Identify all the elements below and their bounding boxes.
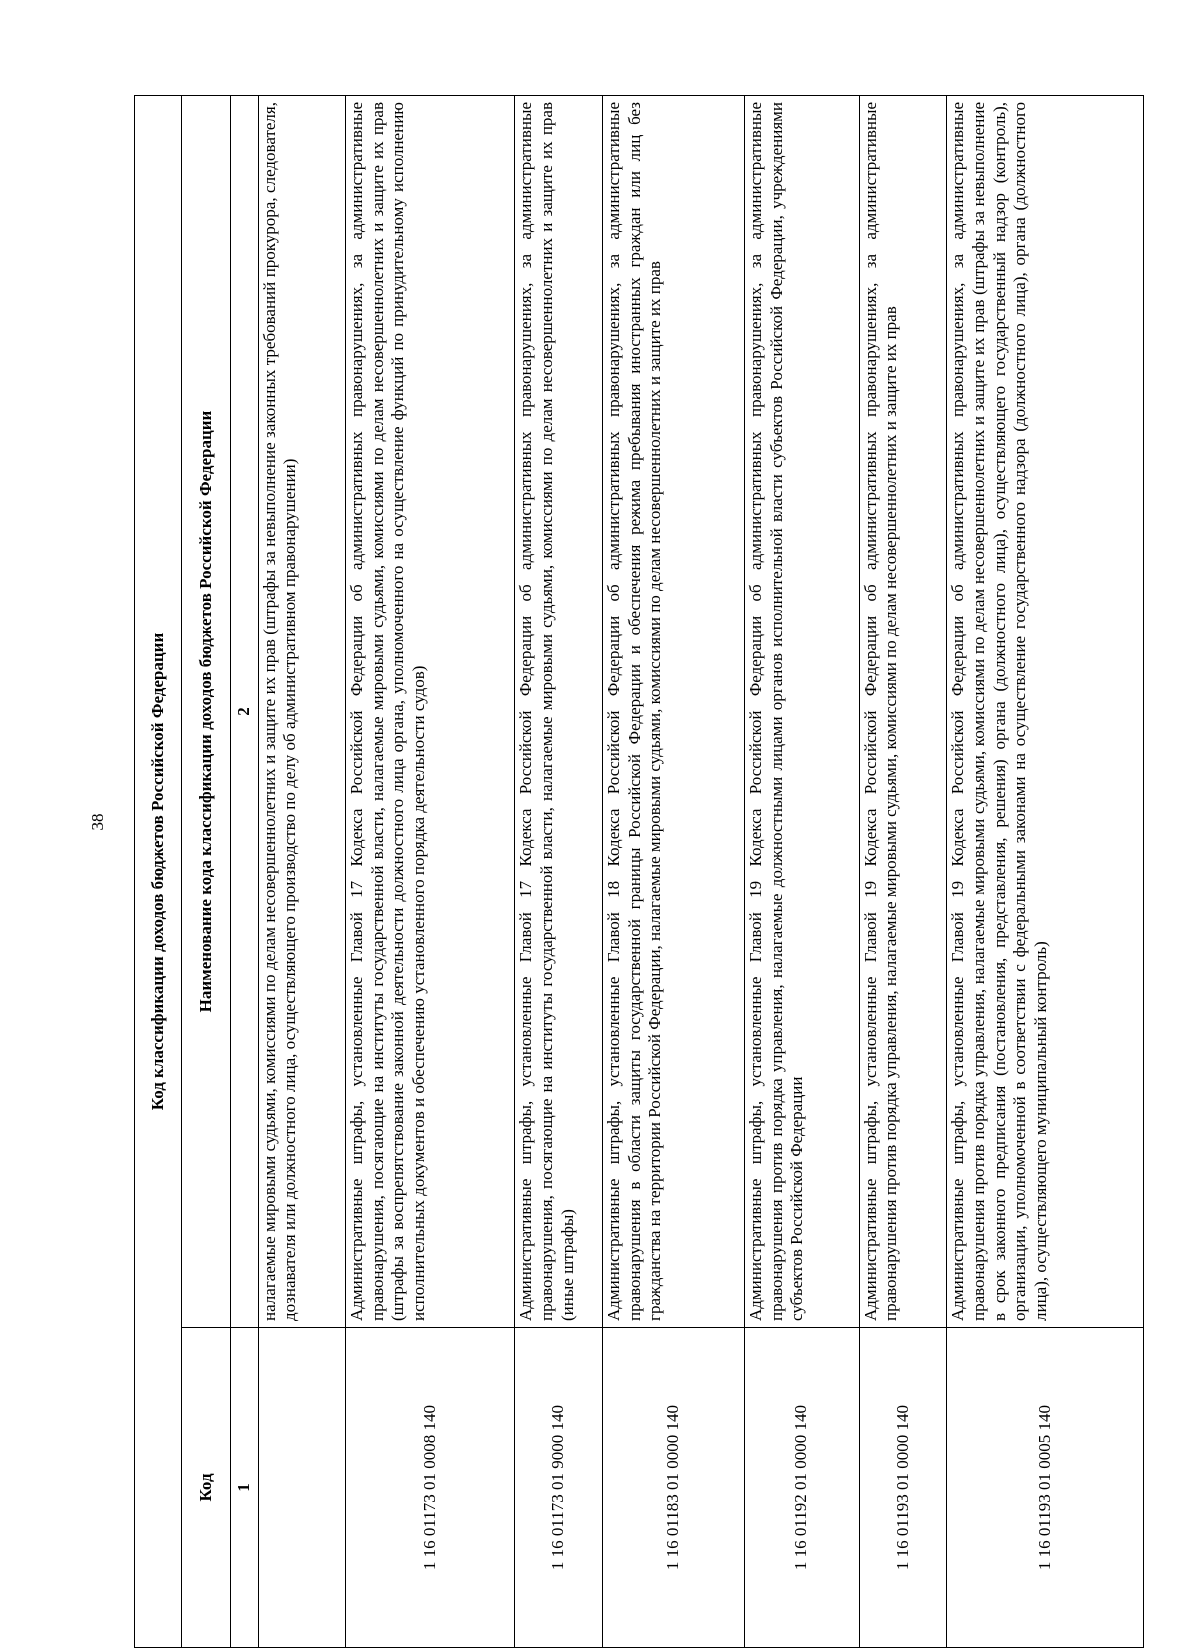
- row-code: 1 16 01173 01 0008 140: [345, 1328, 514, 1648]
- row-description: Административные штрафы, установленные Главой 19 Кодекса Российской Федерации об административных правонарушениях, за административные правонарушения против порядка управления, налагаемые мировыми судьями, комиссиями по делам несовершеннолетних и защите их прав: [859, 96, 946, 1328]
- row-description: Административные штрафы, установленные Главой 17 Кодекса Российской Федерации об административных правонарушениях, за административные правонарушения, посягающие на институты государственной власти, налагаемые мировыми судьями, комиссиями по делам несовершеннолетних и защите их прав (иные штрафы): [515, 96, 602, 1328]
- table-row: [258, 96, 345, 1648]
- header-code: Код: [182, 1328, 231, 1648]
- column-number-row: [231, 96, 258, 1648]
- table-row: [602, 96, 744, 1648]
- classification-table: [134, 95, 1144, 1648]
- row-description: Административные штрафы, установленные Главой 19 Кодекса Российской Федерации об административных правонарушениях, за административные правонарушения против порядка управления, налагаемые мировыми судьями, комиссиями по делам несовершеннолетних и защите их прав (штрафы за невыполнение в срок законного предписания (постановления, представления, решения) органа (должностного лица), осуществляющего государственный надзор (контроль), организации, уполномоченной в соответствии с федеральными законами на осуществление государственного надзора (должностного лица), органа (должностного лица), осуществляющего муниципальный контроль): [947, 96, 1144, 1328]
- row-code: [258, 1328, 345, 1648]
- table-row: [744, 96, 859, 1648]
- row-code: 1 16 01193 01 0005 140: [947, 1328, 1144, 1648]
- table-row: [515, 96, 602, 1648]
- table-main-header: Код классификации доходов бюджетов Российской Федерации: [135, 96, 182, 1648]
- table-row: [947, 96, 1144, 1648]
- rotated-table-wrapper: [134, 95, 1144, 1648]
- row-description: налагаемые мировыми судьями, комиссиями по делам несовершеннолетних и защите их прав (штрафы за невыполнение законных требований прокурора, следователя, дознавателя или должностного лица, осуществляющего производство по делу об административном правонарушении): [258, 96, 345, 1328]
- column-number-2: 2: [231, 96, 258, 1328]
- table-row: [859, 96, 946, 1648]
- row-code: 1 16 01183 01 0000 140: [602, 1328, 744, 1648]
- header-name: Наименование кода классификации доходов бюджетов Российской Федерации: [182, 96, 231, 1328]
- row-code: 1 16 01192 01 0000 140: [744, 1328, 859, 1648]
- row-description: Административные штрафы, установленные Главой 19 Кодекса Российской Федерации об административных правонарушениях, за административные правонарушения против порядка управления, налагаемые должностными лицами органов исполнительной власти субъектов Российской Федерации, учреждениями субъектов Российской Федерации: [744, 96, 859, 1328]
- row-code: 1 16 01173 01 9000 140: [515, 1328, 602, 1648]
- page-number: 38: [88, 813, 107, 831]
- table-row: [345, 96, 514, 1648]
- row-code: 1 16 01193 01 0000 140: [859, 1328, 946, 1648]
- row-description: Административные штрафы, установленные Главой 17 Кодекса Российской Федерации об административных правонарушениях, за административные правонарушения, посягающие на институты государственной власти, налагаемые мировыми судьями, комиссиями по делам несовершеннолетних и защите их прав (штрафы за воспрепятствование законной деятельности должностного лица органа, уполномоченного на осуществление функций по принудительному исполнению исполнительных документов и обеспечению установленного порядка деятельности судов): [345, 96, 514, 1328]
- column-number-1: 1: [231, 1328, 258, 1648]
- row-description: Административные штрафы, установленные Главой 18 Кодекса Российской Федерации об административных правонарушениях, за административные правонарушения в области защиты государственной границы Российской Федерации и обеспечения режима пребывания иностранных граждан или лиц без гражданства на территории Российской Федерации, налагаемые мировыми судьями, комиссиями по делам несовершеннолетних и защите их прав: [602, 96, 744, 1328]
